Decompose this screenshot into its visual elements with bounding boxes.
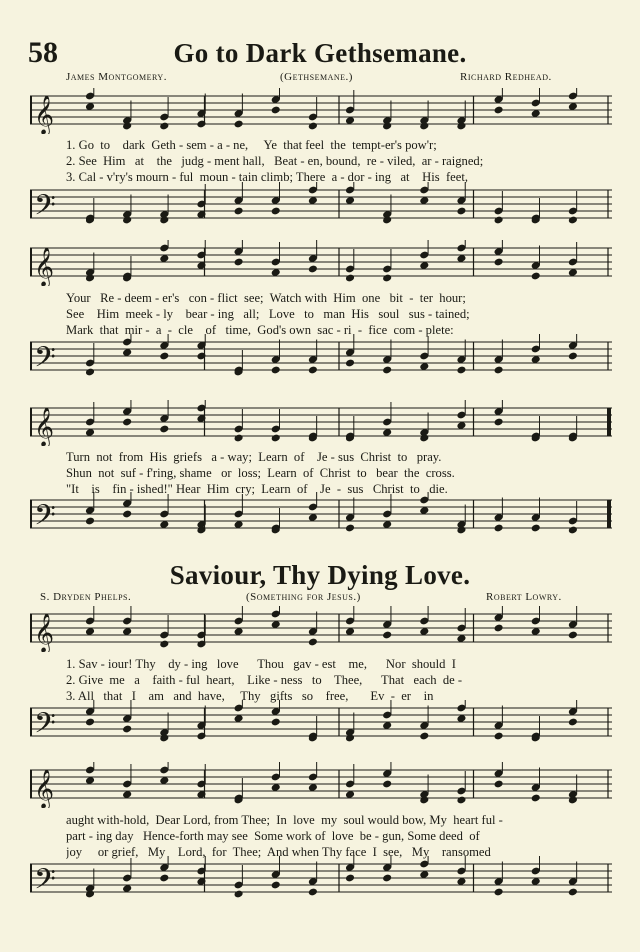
lyric-line: 3. All that I am and have, Thy gifts so free, Ev - er in	[66, 689, 434, 704]
music-system	[30, 240, 612, 286]
note-head	[159, 734, 169, 743]
note-head	[568, 352, 578, 361]
staff-lines	[30, 240, 612, 286]
note-head	[456, 796, 466, 805]
note-head	[271, 207, 281, 216]
note-head	[494, 106, 504, 115]
note-head	[85, 368, 95, 377]
treble-clef-icon: 𝄞	[34, 247, 55, 286]
note-head	[308, 638, 318, 647]
note-head	[159, 640, 169, 649]
lyric-line: Mark that mir - a - cle of time, God's own sac - ri - fice com - plete:	[66, 323, 454, 338]
lyrics-verses	[66, 812, 606, 861]
note-head	[568, 718, 578, 727]
note-head	[419, 122, 429, 131]
treble-clef-icon: 𝄞	[34, 407, 55, 446]
note-head	[419, 732, 429, 741]
note-head	[382, 780, 392, 789]
note-head	[159, 874, 169, 883]
lyrics-verses	[66, 656, 606, 705]
note-head	[308, 366, 318, 375]
bass-clef-icon: 𝄢	[34, 863, 56, 902]
lyric-line: 2. See Him at the judg - ment hall, Beat - en, bound, re - viled, ar - raigned;	[66, 154, 484, 169]
note-head	[456, 526, 466, 535]
bass-clef-icon: 𝄢	[34, 341, 56, 380]
note-head	[122, 725, 132, 734]
note-head	[234, 258, 244, 267]
tune-name: (Gethsemane.)	[280, 71, 353, 83]
treble-clef-icon: 𝄞	[34, 769, 55, 808]
note-head	[271, 881, 281, 890]
bass-clef-icon: 𝄢	[34, 707, 56, 746]
music-system	[30, 700, 612, 746]
note-head	[382, 216, 392, 225]
music-system	[30, 182, 612, 228]
note-head	[122, 418, 132, 427]
note-head	[568, 526, 578, 535]
note-head	[122, 510, 132, 519]
note-head	[345, 734, 355, 743]
note-head	[456, 122, 466, 131]
staff-lines	[30, 182, 612, 228]
music-system	[30, 88, 612, 134]
note-head	[234, 890, 244, 899]
staff-lines	[30, 492, 612, 538]
music-system	[30, 762, 612, 808]
note-head	[568, 631, 578, 640]
treble-clef-icon: 𝄞	[34, 95, 55, 134]
staff-lines	[30, 856, 612, 902]
note-head	[308, 888, 318, 897]
note-head	[308, 122, 318, 131]
music-system	[30, 400, 612, 446]
note-head	[345, 524, 355, 533]
author-credit: James Montgomery.	[66, 71, 167, 83]
note-head	[382, 122, 392, 131]
lyric-line: part - ing day Hence-forth may see Some work of love be - gun, Some deed of	[66, 829, 480, 844]
note-head	[494, 418, 504, 427]
note-head	[494, 732, 504, 741]
tune-name: (Something for Jesus.)	[246, 591, 361, 603]
music-system	[30, 606, 612, 652]
staff-lines	[30, 400, 612, 446]
lyric-line: "It is fin - ished!" Hear Him cry; Learn of Je - sus Christ to die.	[66, 482, 448, 497]
lyric-line: 3. Cal - v'ry's mourn - ful moun - tain climb; There a - dor - ing at His feet,	[66, 170, 468, 185]
note-head	[159, 216, 169, 225]
lyric-line: 1. Sav - iour! Thy dy - ing love Thou gav - est me, Nor should I	[66, 657, 456, 671]
note-head	[419, 434, 429, 443]
staff-lines	[30, 700, 612, 746]
note-head	[85, 718, 95, 727]
note-head	[531, 794, 541, 803]
note-head	[456, 207, 466, 216]
note-head	[271, 106, 281, 115]
music-system	[30, 856, 612, 902]
note-head	[85, 274, 95, 283]
music-system	[30, 492, 612, 538]
staff-lines	[30, 88, 612, 134]
staff-lines	[30, 762, 612, 808]
note-head	[456, 366, 466, 375]
note-head	[382, 366, 392, 375]
note-head	[159, 352, 169, 361]
lyrics-verses	[66, 290, 606, 339]
note-head	[271, 366, 281, 375]
treble-clef-icon: 𝄞	[34, 613, 55, 652]
lyric-line: Your Re - deem - er's con - flict see; Watch with Him one bit - ter hour;	[66, 291, 466, 305]
composer-credit: Robert Lowry.	[486, 591, 562, 603]
note-head	[568, 796, 578, 805]
note-head	[531, 524, 541, 533]
hymn-title: Go to Dark Gethsemane.	[173, 38, 467, 68]
note-head	[159, 122, 169, 131]
bass-clef-icon: 𝄢	[34, 189, 56, 228]
note-head	[345, 874, 355, 883]
note-head	[531, 272, 541, 281]
note-head	[494, 624, 504, 633]
note-head	[345, 359, 355, 368]
lyric-line: 2. Give me a faith - ful heart, Like - ness to Thee, That each de -	[66, 673, 463, 688]
note-head	[494, 888, 504, 897]
note-head	[234, 120, 244, 129]
lyric-line: Turn not from His griefs a - way; Learn of Je - sus Christ to pray.	[66, 450, 442, 464]
author-credit: S. Dryden Phelps.	[40, 591, 132, 603]
bass-clef-icon: 𝄢	[34, 499, 56, 538]
note-head	[85, 517, 95, 526]
note-head	[494, 524, 504, 533]
note-head	[494, 258, 504, 267]
note-head	[494, 366, 504, 375]
note-head	[568, 888, 578, 897]
staff-lines	[30, 334, 612, 380]
staff-lines	[30, 606, 612, 652]
note-head	[234, 434, 244, 443]
music-system	[30, 334, 612, 380]
note-head	[271, 434, 281, 443]
hymn-title: Saviour, Thy Dying Love.	[169, 560, 471, 590]
note-head	[419, 796, 429, 805]
lyric-line: 1. Go to dark Geth - sem - a - ne, Ye that feel the tempt-er's pow'r;	[66, 138, 437, 152]
note-head	[345, 274, 355, 283]
note-head	[159, 425, 169, 434]
lyric-line: See Him meek - ly bear - ing all; Love to man His soul sus - tained;	[66, 307, 470, 322]
page-number: 58	[28, 36, 58, 69]
note-head	[122, 122, 132, 131]
composer-credit: Richard Redhead.	[460, 71, 552, 83]
lyric-line: joy or grief, My Lord, for Thee; And when Thy face I see, My ransomed	[66, 845, 491, 860]
note-head	[234, 207, 244, 216]
note-head	[494, 216, 504, 225]
note-head	[494, 780, 504, 789]
lyric-line: Shun not suf - f'ring, shame or loss; Learn of Christ to bear the cross.	[66, 466, 455, 481]
note-head	[308, 265, 318, 274]
note-head	[85, 890, 95, 899]
note-head	[122, 216, 132, 225]
note-head	[382, 274, 392, 283]
note-head	[382, 631, 392, 640]
note-head	[271, 718, 281, 727]
lyric-line: aught with-hold, Dear Lord, from Thee; In love my soul would bow, My heart ful -	[66, 813, 503, 827]
lyrics-verses	[66, 449, 606, 498]
note-head	[568, 216, 578, 225]
lyrics-verses	[66, 137, 606, 186]
note-head	[382, 874, 392, 883]
